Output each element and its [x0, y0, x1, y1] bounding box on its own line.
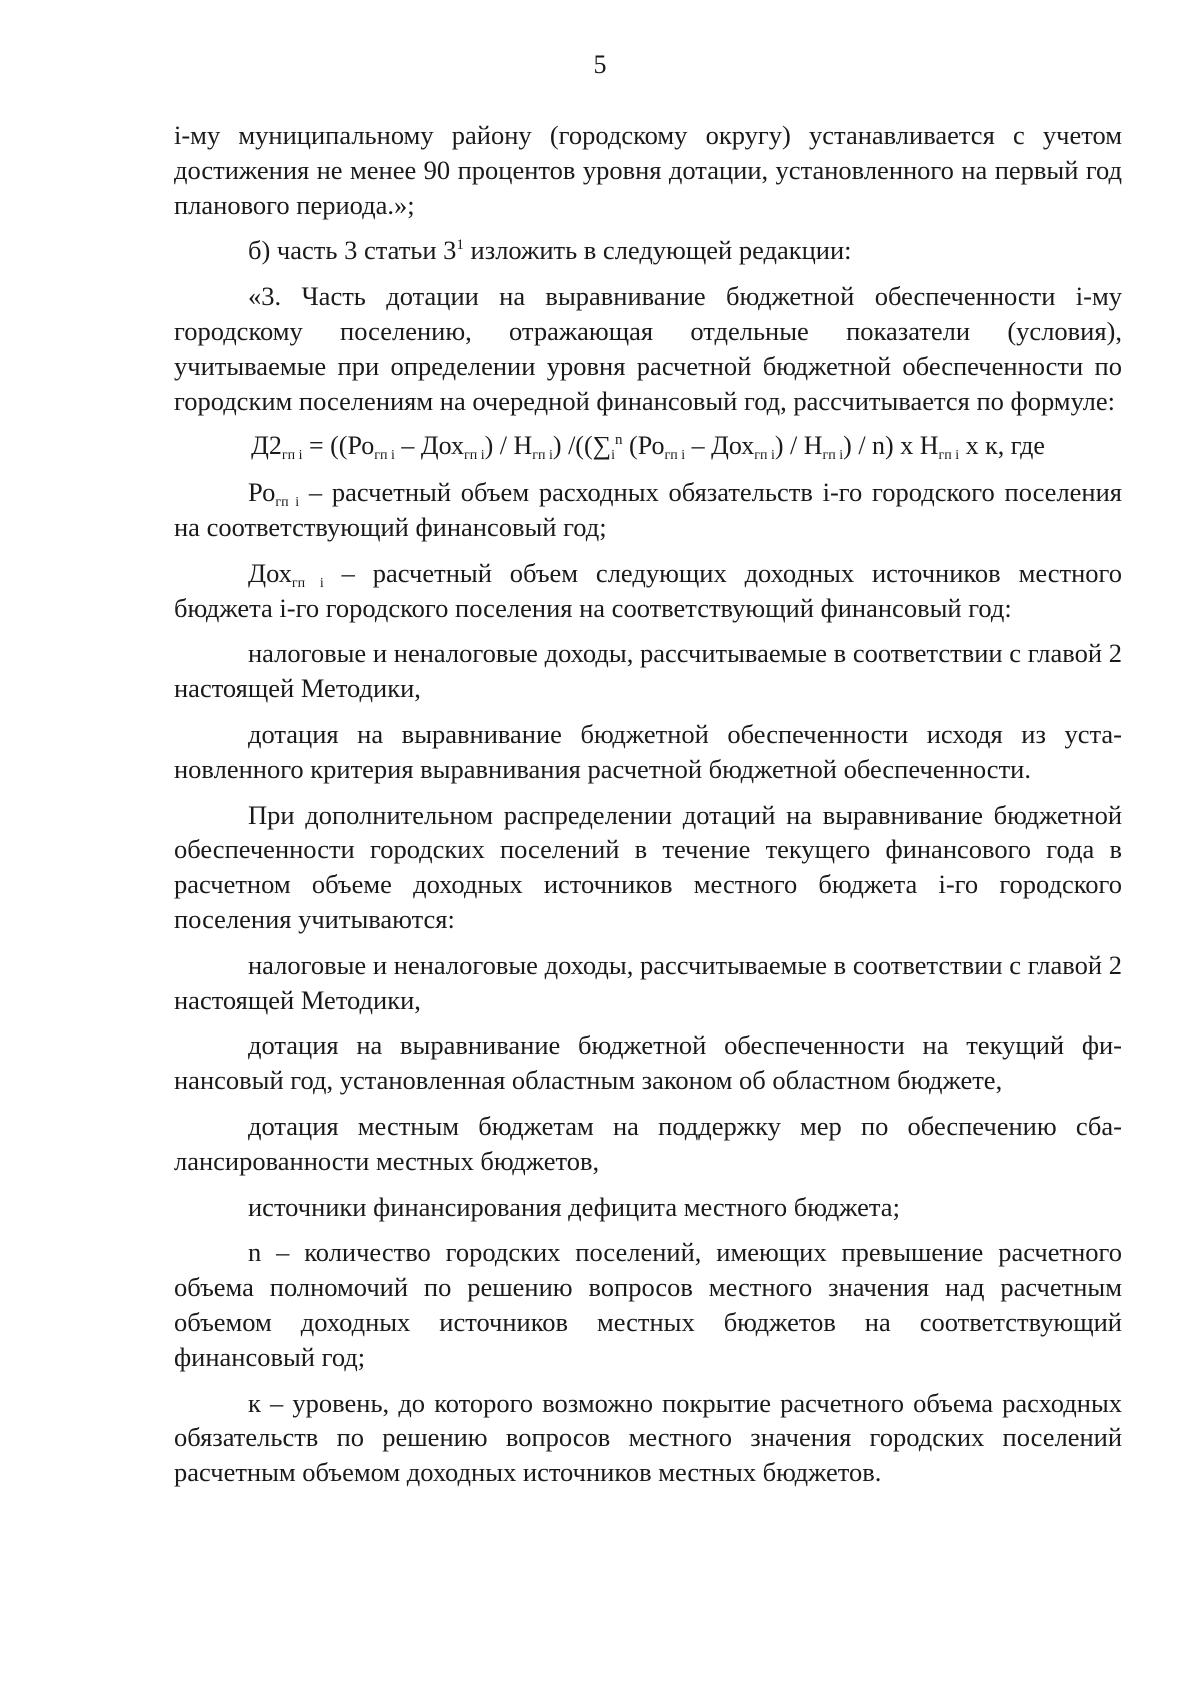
paragraph-part-3: «3. Часть дотации на выравнивание бюджетной обеспеченности i-му городскому поселению, отражающая отдельные показатели (условия), учитываемые при определении уровня расчетной бюджетной обеспеченности по городским поселениям на очередной финансовый год, рассчитывается по формуле: — [174, 281, 1122, 416]
formula-part: ) / Н — [484, 431, 533, 461]
paragraph-amendment-b — [174, 233, 1122, 268]
formula-subscript: гп i — [664, 448, 686, 464]
paragraph-balance-support: дотация местным бюджетам на поддержку мер по обеспечению сбалансированности местных бюджетов, — [174, 1110, 1122, 1176]
symbol-subscript: гп i — [275, 495, 300, 511]
page-number: 5 — [593, 50, 607, 79]
paragraph-dotation-level: i-му муниципальному району (городскому округу) устанавливается с учетом достижения не менее 90 процентов уровня дотации, установленного на первый год планового периода.»; — [174, 120, 1122, 220]
definition-dox — [174, 556, 1122, 626]
formula-subscript: гп i — [374, 448, 395, 464]
formula-subscript: гп i — [532, 448, 553, 464]
paragraph-deficit-sources: источники финансирования дефицита местного бюджета; — [248, 1191, 900, 1222]
formula-sum-symbol: ) /((∑ — [552, 431, 612, 461]
paragraph-tax-revenues: налоговые и неналоговые доходы, рассчитываемые в соответствии с главой 2 настоящей Методики, — [174, 638, 1122, 704]
formula-part: = ((Ро — [302, 431, 375, 461]
symbol-ro: Ро — [248, 477, 276, 508]
formula-superscript: n — [615, 432, 623, 449]
document-body — [174, 118, 1122, 1501]
paragraph-additional-distribution: При дополнительном распределении дотаций на выравнивание бюджетной обеспеченности городских поселений в течение текущего финансового года в расчетном объеме доходных источников местного бюджета i-го городского поселения учитываются: — [174, 799, 1122, 934]
formula-subscript: гп i — [281, 448, 303, 464]
formula-part: – Дох — [685, 431, 755, 461]
formula-subscript: гп i — [463, 448, 485, 464]
formula-subscript: гп i — [754, 448, 775, 464]
article-superscript: 1 — [456, 237, 464, 254]
paragraph-tax-revenues-2: налоговые и неналоговые доходы, рассчитываемые в соответствии с главой 2 настоящей Методики, — [174, 949, 1122, 1015]
formula-part: – Дох — [394, 431, 464, 461]
formula-subscript: гп i — [938, 448, 960, 464]
formula-part: ) / Н — [774, 431, 823, 461]
formula-part: ) / n) x Н — [843, 431, 939, 461]
definition-ro — [174, 475, 1122, 545]
formula-part: x к, где — [959, 431, 1045, 461]
symbol-dox: Дох — [248, 557, 292, 588]
formula-subscript: гп i — [822, 448, 844, 464]
symbol-subscript: гп i — [291, 575, 324, 591]
formula-part: (Ро — [622, 431, 665, 461]
paragraph-equalization-dotation: дотация на выравнивание бюджетной обеспеченности исходя из установленного критерия выравнивания расчетной бюджетной обеспеченности. — [174, 718, 1122, 784]
formula-lhs: Д2 — [251, 431, 282, 461]
formula-subscript: i — [611, 448, 616, 464]
paragraph-current-year-dotation: дотация на выравнивание бюджетной обеспеченности на текущий финансовый год, установленная областным законом об областном бюджете, — [174, 1030, 1122, 1096]
definition-k: к – уровень, до которого возможно покрытие расчетного объема расходных обязательств по решению вопросов местного значения городских поселений расчетным объемом доходных источников местных бюджетов. — [174, 1387, 1122, 1488]
definition-text: – расчетный объем следующих доходных источников местного бюджета i-го городского поселения на соответствующий финансовый год: — [174, 557, 1122, 623]
amendment-b-text: б) часть 3 статьи 3 — [248, 235, 457, 266]
formula-d2 — [174, 429, 1122, 464]
definition-n: n – количество городских поселений, имеющих превышение расчетного объема полномочий по решению вопросов местного значения над расчетным объемом доходных источников местных бюджетов на соответствующий финансовый год; — [174, 1237, 1122, 1372]
definition-text: – расчетный объем расходных обязательств i-го городского поселения на соответствующий финансовый год; — [174, 477, 1122, 542]
amendment-b-text-end: изложить в следующей редакции: — [463, 235, 852, 266]
